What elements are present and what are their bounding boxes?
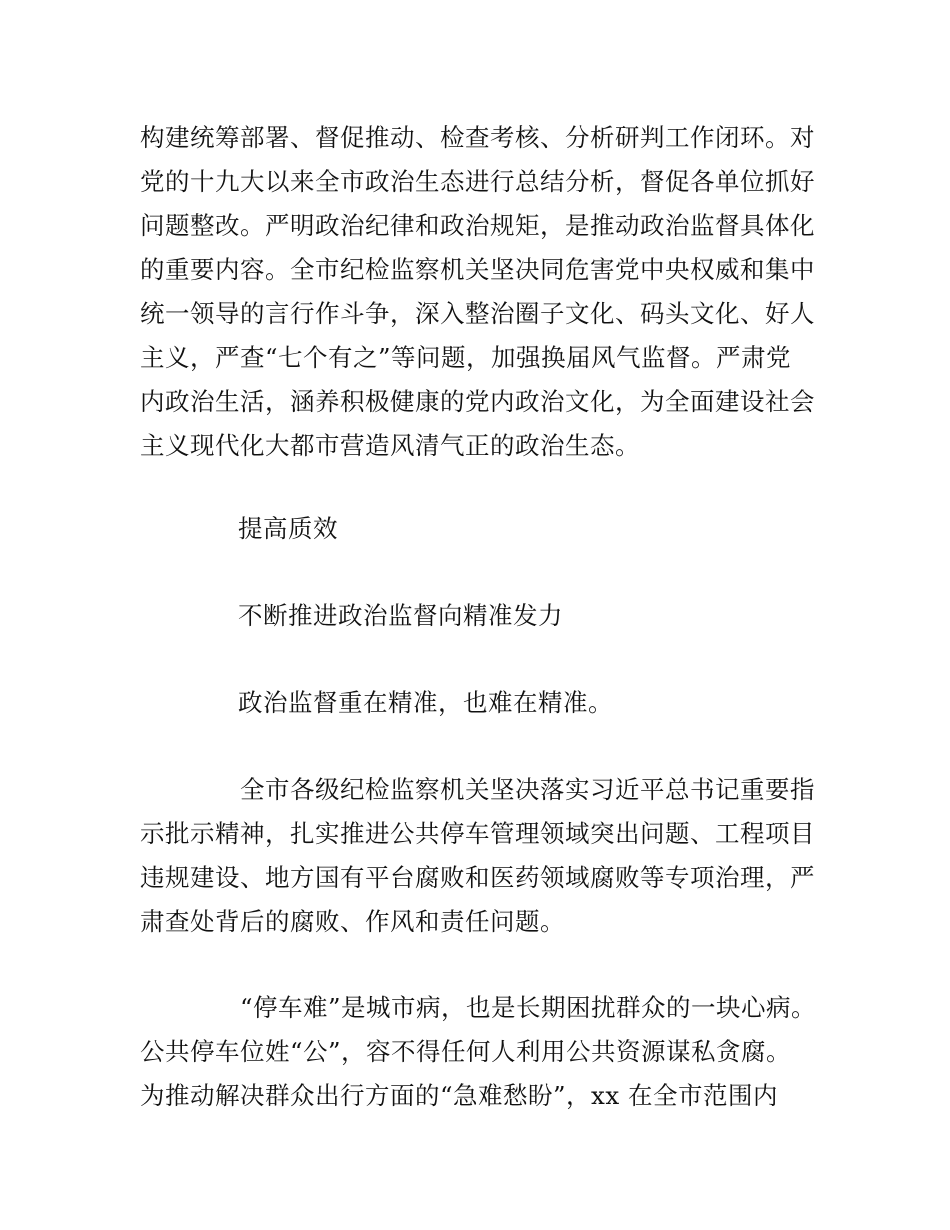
paragraph-lead (140, 681, 830, 725)
text-line: 肃查处背后的腐败、作风和责任问题。 (140, 907, 565, 936)
text-line: “停车难”是城市病，也是长期困扰群众的一块心病。 (240, 993, 817, 1022)
text-line: 的重要内容。全市纪检监察机关坚决同危害党中央权威和集中 (140, 255, 815, 284)
paragraph-special-governance (140, 768, 830, 944)
text-line: 问题整改。严明政治纪律和政治规矩，是推动政治监督具体化 (140, 211, 815, 240)
heading-line: 提高质效 (238, 514, 338, 543)
paragraph-political-ecology (140, 116, 830, 468)
text-line: 示批示精神，扎实推进公共停车管理领域突出问题、工程项目 (140, 819, 815, 848)
text-line: 构建统筹部署、督促推动、检查考核、分析研判工作闭环。对 (140, 123, 815, 152)
subheading-line: 不断推进政治监督向精准发力 (238, 601, 563, 630)
text-line: 党的十九大以来全市政治生态进行总结分析，督促各单位抓好 (140, 167, 815, 196)
section-heading (140, 507, 830, 551)
text-line: 政治监督重在精准，也难在精准。 (238, 688, 613, 717)
text-line: 统一领导的言行作斗争，深入整治圈子文化、码头文化、好人 (140, 299, 815, 328)
section-subheading (140, 594, 830, 638)
text-line: 主义，严查“七个有之”等问题，加强换届风气监督。严肃党 (140, 343, 792, 372)
text-line: 公共停车位姓“公”，容不得任何人利用公共资源谋私贪腐。 (140, 1037, 792, 1066)
text-line: 为推动解决群众出行方面的“急难愁盼”，xx 在全市范围内 (140, 1081, 778, 1110)
text-line: 内政治生活，涵养积极健康的党内政治文化，为全面建设社会 (140, 387, 815, 416)
paragraph-parking (140, 986, 830, 1118)
text-line: 违规建设、地方国有平台腐败和医药领域腐败等专项治理，严 (140, 863, 815, 892)
text-line: 主义现代化大都市营造风清气正的政治生态。 (140, 431, 640, 460)
text-line: 全市各级纪检监察机关坚决落实习近平总书记重要指 (240, 775, 815, 804)
